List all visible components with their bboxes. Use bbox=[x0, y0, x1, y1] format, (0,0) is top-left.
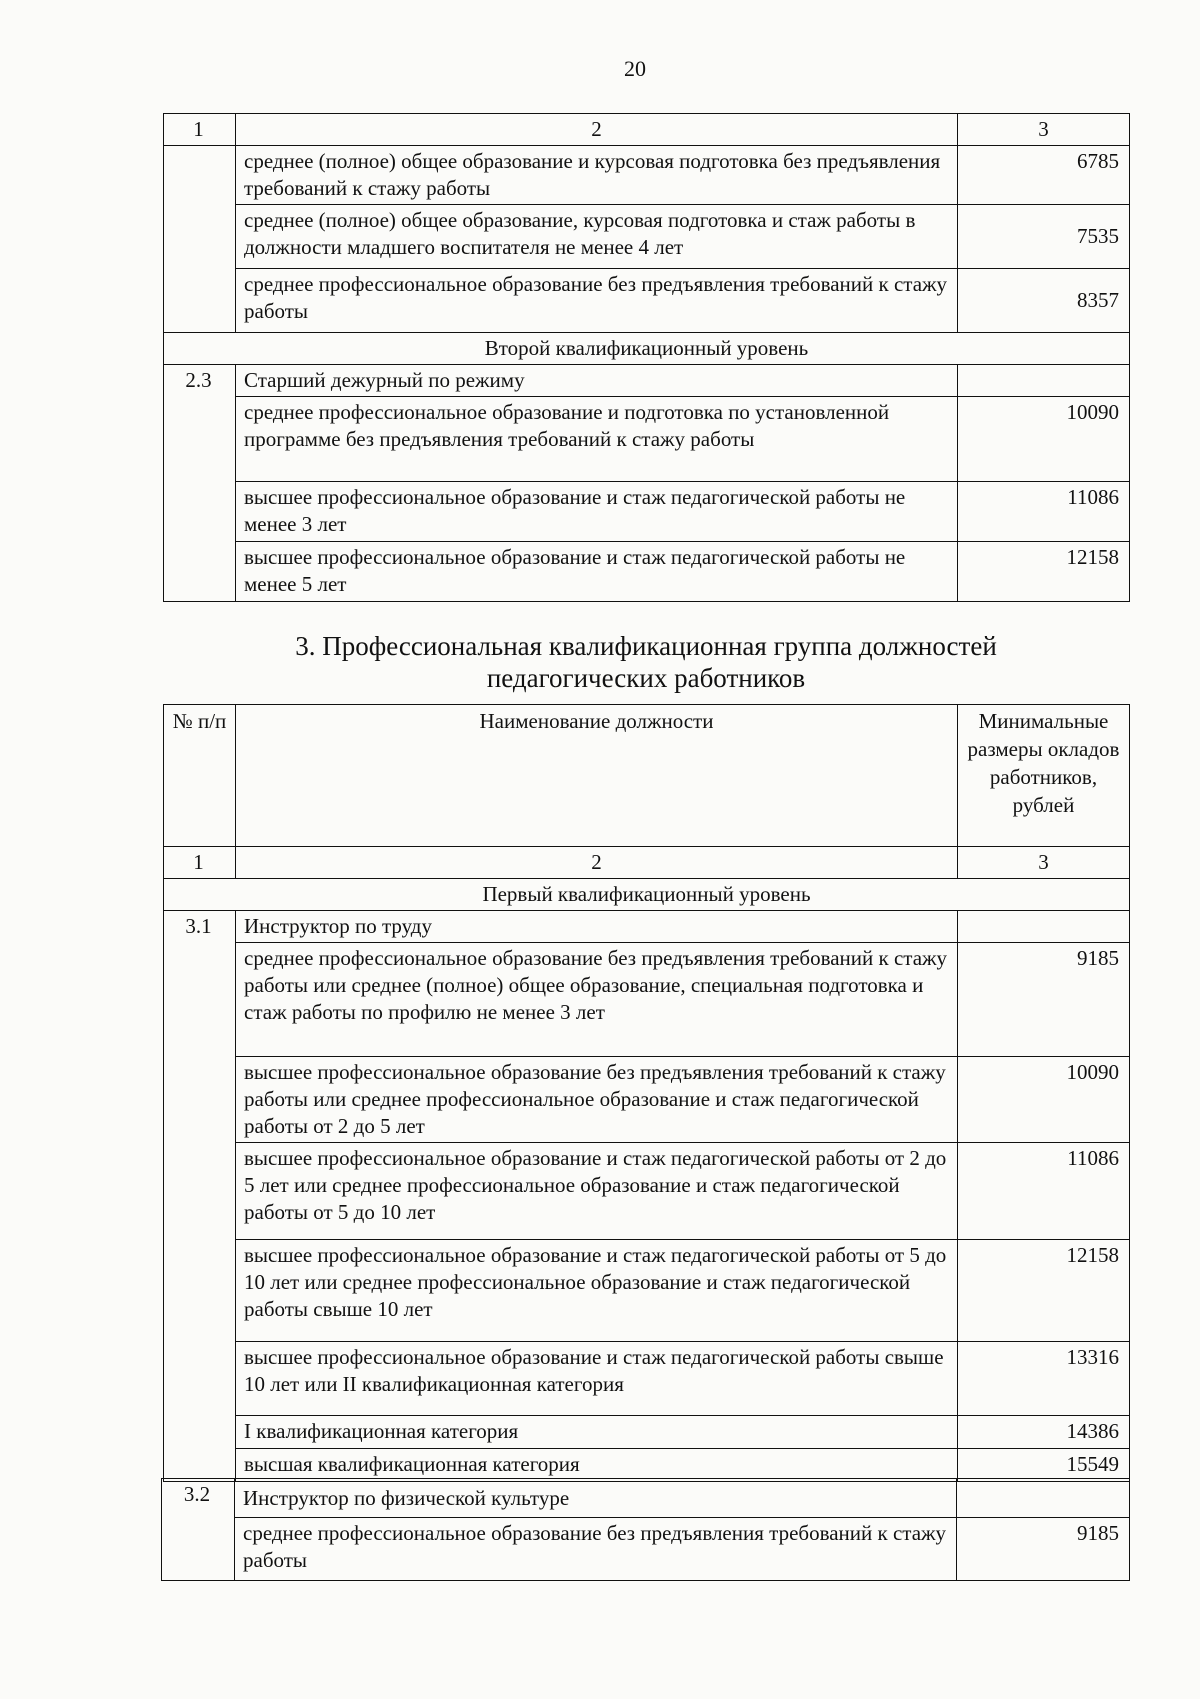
salary-table-continued bbox=[163, 113, 1130, 602]
column-number-row bbox=[164, 114, 1130, 146]
table-row bbox=[164, 205, 1130, 269]
group-title-row bbox=[164, 365, 1130, 397]
level-row bbox=[164, 879, 1130, 911]
qualification-level: Первый квалификационный уровень bbox=[164, 879, 1130, 911]
salary-value: 10090 bbox=[958, 397, 1130, 482]
position-requirement: среднее (полное) общее образование, курсовая подготовка и стаж работы в должности младшего воспитателя не менее 4 лет bbox=[236, 205, 958, 269]
group-number: 3.2 bbox=[162, 1479, 235, 1581]
salary-value: 9185 bbox=[957, 1518, 1130, 1581]
table-row bbox=[164, 1416, 1130, 1449]
table-row bbox=[164, 269, 1130, 333]
position-title: Инструктор по физической культуре bbox=[235, 1479, 957, 1518]
column-number-2: 2 bbox=[236, 847, 958, 879]
group-title-row bbox=[162, 1479, 1130, 1518]
column-number-1: 1 bbox=[164, 847, 236, 879]
position-requirement: среднее профессиональное образование и подготовка по установленной программе без предъявления требований к стажу работы bbox=[236, 397, 958, 482]
salary-value: 11086 bbox=[958, 1143, 1130, 1240]
page-number: 20 bbox=[624, 56, 646, 81]
salary-value: 14386 bbox=[958, 1416, 1130, 1449]
position-requirement: среднее профессиональное образование без предъявления требований к стажу работы bbox=[236, 269, 958, 333]
table-header-row bbox=[164, 705, 1130, 847]
position-requirement: среднее профессиональное образование без предъявления требований к стажу работы bbox=[235, 1518, 957, 1581]
table-row bbox=[164, 542, 1130, 602]
empty-number-cell bbox=[164, 146, 236, 333]
qualification-level: Второй квалификационный уровень bbox=[164, 333, 1130, 365]
group-title-row bbox=[164, 911, 1130, 943]
position-requirement: высшее профессиональное образование без предъявления требований к стажу работы или среднее профессиональное образование и стаж педагогической работы от 2 до 5 лет bbox=[236, 1057, 958, 1143]
table-row bbox=[164, 482, 1130, 542]
table-row bbox=[164, 146, 1130, 205]
salary-value: 12158 bbox=[958, 1240, 1130, 1342]
position-requirement: высшее профессиональное образование и стаж педагогической работы свыше 10 лет или II квалификационная категория bbox=[236, 1342, 958, 1416]
section-title-line-2: педагогических работников bbox=[486, 663, 806, 693]
salary-value: 12158 bbox=[958, 542, 1130, 602]
level-row bbox=[164, 333, 1130, 365]
table-row bbox=[164, 1449, 1130, 1482]
table-row bbox=[164, 1342, 1130, 1416]
position-requirement: высшее профессиональное образование и стаж педагогической работы не менее 3 лет bbox=[236, 482, 958, 542]
position-title: Инструктор по труду bbox=[236, 911, 958, 943]
position-requirement: среднее профессиональное образование без предъявления требований к стажу работы или среднее (полное) общее образование, специальная подготовка и стаж работы по профилю не менее 3 лет bbox=[236, 943, 958, 1057]
column-number-3: 3 bbox=[958, 847, 1130, 879]
salary-table-group-3-2 bbox=[161, 1478, 1130, 1581]
table-row bbox=[164, 1057, 1130, 1143]
table-row bbox=[164, 1240, 1130, 1342]
header-number: № п/п bbox=[164, 705, 236, 847]
group-number: 3.1 bbox=[164, 911, 236, 1482]
salary-value: 6785 bbox=[958, 146, 1130, 205]
column-number-row bbox=[164, 847, 1130, 879]
position-requirement: I квалификационная категория bbox=[236, 1416, 958, 1449]
position-requirement: высшее профессиональное образование и стаж педагогической работы не менее 5 лет bbox=[236, 542, 958, 602]
position-requirement: высшее профессиональное образование и стаж педагогической работы от 2 до 5 лет или среднее профессиональное образование и стаж педагогической работы от 5 до 10 лет bbox=[236, 1143, 958, 1240]
section-title bbox=[163, 630, 1129, 694]
salary-table-section-3 bbox=[163, 704, 1130, 1482]
position-title: Старший дежурный по режиму bbox=[236, 365, 958, 397]
column-number-2: 2 bbox=[236, 114, 958, 146]
table-row bbox=[164, 943, 1130, 1057]
section-title-line-1: 3. Профессиональная квалификационная группа должностей bbox=[295, 631, 997, 661]
position-requirement: высшее профессиональное образование и стаж педагогической работы от 5 до 10 лет или среднее профессиональное образование и стаж педагогической работы свыше 10 лет bbox=[236, 1240, 958, 1342]
table-row bbox=[162, 1518, 1130, 1581]
column-number-1: 1 bbox=[164, 114, 236, 146]
empty-value-cell bbox=[958, 365, 1130, 397]
header-position-name: Наименование должности bbox=[236, 705, 958, 847]
header-min-salary: Минимальные размеры окладов работников, рублей bbox=[958, 705, 1130, 847]
position-requirement: высшая квалификационная категория bbox=[236, 1449, 958, 1482]
salary-value: 15549 bbox=[958, 1449, 1130, 1482]
salary-value: 11086 bbox=[958, 482, 1130, 542]
salary-value: 10090 bbox=[958, 1057, 1130, 1143]
salary-value: 7535 bbox=[958, 205, 1130, 269]
salary-value: 13316 bbox=[958, 1342, 1130, 1416]
column-number-3: 3 bbox=[958, 114, 1130, 146]
empty-value-cell bbox=[958, 911, 1130, 943]
group-number: 2.3 bbox=[164, 365, 236, 602]
table-row bbox=[164, 1143, 1130, 1240]
empty-value-cell bbox=[957, 1479, 1130, 1518]
table-row bbox=[164, 397, 1130, 482]
salary-value: 9185 bbox=[958, 943, 1130, 1057]
salary-value: 8357 bbox=[958, 269, 1130, 333]
position-requirement: среднее (полное) общее образование и курсовая подготовка без предъявления требований к стажу работы bbox=[236, 146, 958, 205]
